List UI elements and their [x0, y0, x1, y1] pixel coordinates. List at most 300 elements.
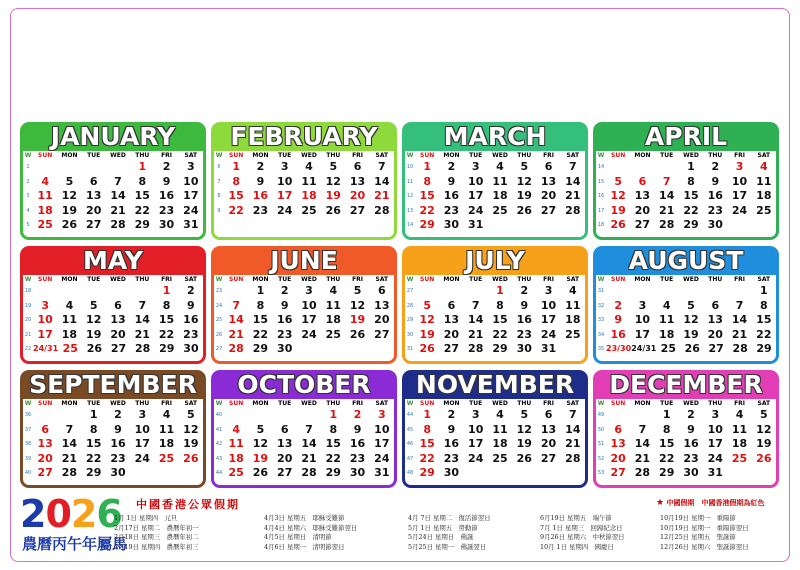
day-cell: 16 [349, 437, 366, 450]
day-cell: 16 [443, 437, 460, 450]
day-cell: 13 [540, 422, 557, 436]
day-cell: 9 [687, 422, 695, 436]
day-cell [464, 468, 488, 483]
day-cell: 29 [325, 466, 341, 479]
month-title: OCTOBER [237, 370, 371, 399]
week-row [23, 468, 203, 483]
day-cell: 4 [735, 408, 744, 421]
week-row [23, 410, 203, 425]
day-cell: 13 [707, 313, 723, 326]
holiday-entry: 10月19日 星期一 重陽節 [660, 514, 736, 522]
day-cell [536, 468, 560, 483]
weekday-label: WED [110, 276, 126, 283]
weekday-label: SAT [375, 276, 389, 283]
day-cell: 22 [756, 327, 772, 341]
month-march [402, 122, 588, 240]
month-body [405, 275, 585, 361]
week-number: 7 [217, 178, 221, 185]
day-cell: 24 [540, 327, 557, 341]
weekday-label: MON [443, 152, 460, 159]
day-cell: 17 [183, 189, 199, 202]
day-cell: 30 [349, 466, 366, 479]
week-number: 51 [597, 441, 605, 447]
weekday-label: FRI [161, 152, 173, 159]
holiday-entry: 12月26日 星期六 聖誕節翌日 [660, 542, 749, 551]
week-number: 27 [215, 346, 223, 352]
day-cell: 29 [252, 342, 269, 355]
day-cell: 24 [183, 203, 199, 217]
weekday-label: THU [708, 400, 723, 407]
day-cell: 15 [419, 189, 435, 202]
day-cell: 12 [610, 189, 626, 202]
day-cell: 28 [301, 466, 317, 479]
day-cell: 8 [423, 174, 431, 188]
day-cell: 26 [684, 342, 700, 355]
day-cell: 15 [252, 313, 269, 326]
day-cell: 11 [228, 437, 244, 450]
weekday-label: WED [301, 276, 317, 283]
week-number: 44 [406, 412, 414, 418]
day-rows [405, 286, 585, 361]
day-cell: 5 [423, 298, 431, 312]
day-cell: 4 [760, 160, 768, 173]
day-cell: 1 [162, 284, 171, 297]
day-cell: 5 [89, 298, 98, 312]
day-rows [405, 162, 585, 237]
day-cell: 28 [565, 203, 581, 217]
year-digit: 2 [70, 492, 97, 536]
day-cell: 22 [683, 203, 699, 217]
weekday-label: SUN [38, 276, 53, 283]
day-cell: 1 [256, 284, 265, 297]
weekday-label: SUN [229, 400, 244, 407]
week-number: 25 [215, 317, 223, 323]
day-cell: 21 [565, 437, 581, 450]
day-cell: 21 [134, 327, 150, 341]
year-digit: 6 [96, 492, 122, 536]
week-number: 32 [597, 302, 605, 309]
week-number: 45 [406, 426, 414, 433]
day-cell: 2 [280, 284, 289, 297]
day-cell: 7 [569, 160, 577, 173]
week-number: 31 [406, 346, 414, 352]
day-cell: 18 [228, 451, 244, 465]
day-cell: 11 [659, 313, 675, 326]
day-cell: 9 [614, 313, 622, 326]
day-cell: 13 [349, 174, 366, 188]
day-cell: 30 [158, 218, 175, 231]
week-number: 21 [24, 331, 32, 338]
day-cell: 1 [423, 408, 431, 421]
weekday-label: THU [326, 400, 341, 407]
day-cell: 2 [711, 160, 720, 173]
day-cell: 12 [516, 174, 532, 188]
day-cell: 10 [540, 298, 557, 312]
weekday-label: WED [492, 152, 508, 159]
day-cell: 23 [277, 327, 293, 341]
day-cell: 15 [419, 437, 435, 450]
day-rows [596, 162, 776, 237]
day-cell: 4 [329, 284, 338, 297]
day-cell: 8 [687, 174, 695, 188]
week-number: 12 [406, 193, 414, 199]
day-cell: 28 [468, 342, 484, 355]
week-number: 36 [24, 412, 32, 418]
day-cell: 18 [325, 313, 341, 326]
day-cell: 27 [634, 218, 651, 231]
day-cell: 20 [349, 189, 366, 202]
month-title: DECEMBER [609, 370, 763, 399]
day-cell: 12 [349, 298, 366, 312]
day-cell: 20 [610, 451, 626, 465]
day-cell: 20 [634, 203, 651, 217]
month-september [20, 370, 206, 488]
weekday-label: SUN [420, 152, 435, 159]
day-cell: 4 [305, 160, 313, 173]
day-cell: 8 [256, 298, 265, 312]
day-cell: 26 [516, 451, 532, 465]
day-cell: 21 [301, 451, 317, 465]
day-cell: 19 [610, 203, 626, 217]
day-cell: 28 [732, 342, 748, 355]
day-cell: 16 [683, 437, 699, 450]
day-rows [23, 162, 203, 237]
day-cell: 12 [325, 174, 341, 188]
day-cell: 4 [232, 422, 240, 436]
day-cell: 25 [62, 342, 78, 355]
day-cell: 11 [158, 422, 175, 436]
day-cell: 22 [659, 451, 675, 465]
week-number: 40 [24, 470, 32, 476]
weekday-label: MON [443, 400, 460, 407]
weekday-label: FRI [161, 276, 173, 283]
day-cell: 1 [89, 408, 98, 421]
weekday-label: TUE [660, 152, 674, 159]
day-cell: 9 [353, 422, 362, 436]
day-cell: 6 [280, 422, 289, 436]
day-cell [370, 344, 394, 359]
week-number: 52 [597, 455, 605, 462]
day-cell: 11 [37, 189, 53, 202]
month-title: FEBRUARY [230, 122, 378, 151]
day-cell: 22 [252, 327, 269, 341]
day-cell: 25 [325, 327, 341, 341]
week-number: 53 [597, 470, 605, 476]
day-cell: 7 [138, 298, 147, 312]
day-cell: 7 [735, 298, 744, 312]
week-number: 33 [597, 317, 605, 323]
weekday-label: TUE [278, 276, 292, 283]
week-number: 26 [215, 331, 223, 338]
week-number: 23 [215, 288, 223, 294]
day-cell: 28 [374, 203, 390, 217]
week-row [23, 220, 203, 235]
week-number: 29 [406, 317, 414, 323]
weekday-label: SAT [757, 276, 771, 283]
day-cell: 23 [443, 203, 460, 217]
day-cell: 14 [110, 189, 126, 202]
day-cell: 21 [731, 327, 748, 341]
day-cell: 24 [468, 203, 484, 217]
weekday-label: MON [634, 276, 651, 283]
day-cell: 26 [61, 218, 78, 231]
day-cell: 19 [683, 327, 699, 341]
day-rows [23, 286, 203, 361]
weekday-label: W [597, 276, 605, 283]
holiday-column [408, 514, 491, 552]
day-cell: 3 [187, 160, 195, 173]
weekday-label: W [406, 152, 414, 159]
day-cell: 25 [37, 218, 53, 231]
day-cell: 2 [447, 408, 456, 421]
day-cell: 8 [760, 298, 768, 312]
day-cell: 26 [325, 203, 341, 217]
day-cell: 27 [374, 327, 390, 341]
month-title: MAY [83, 246, 143, 275]
day-cell: 18 [61, 327, 78, 341]
day-cell: 11 [492, 174, 508, 188]
weekday-header [405, 400, 585, 409]
week-number: 6 [217, 164, 221, 170]
day-cell [488, 220, 512, 235]
month-may [20, 246, 206, 364]
day-cell: 30 [443, 466, 460, 479]
day-cell: 19 [516, 437, 532, 450]
day-cell: 8 [329, 422, 338, 436]
day-cell: 22 [134, 203, 150, 217]
week-number: 8 [217, 193, 221, 199]
weekday-label: THU [326, 152, 341, 159]
day-cell: 7 [65, 422, 74, 436]
weekday-label: TUE [660, 276, 674, 283]
week-number: 5 [26, 222, 30, 228]
weekday-label: THU [517, 152, 532, 159]
day-cell: 14 [301, 437, 317, 450]
month-july [402, 246, 588, 364]
day-cell: 20 [540, 189, 557, 202]
day-cell: 15 [756, 313, 772, 326]
weekday-label: W [406, 400, 414, 407]
weekday-header [405, 276, 585, 285]
month-body [214, 151, 394, 237]
day-cell: 17 [731, 189, 748, 202]
weekday-label: TUE [469, 400, 483, 407]
day-cell: 10 [374, 422, 390, 436]
week-number: 48 [406, 470, 414, 476]
day-cell: 26 [349, 327, 366, 341]
weekday-label: FRI [352, 152, 364, 159]
month-title: JANUARY [50, 122, 176, 151]
day-cell: 11 [325, 298, 341, 312]
day-cell: 27 [540, 451, 557, 465]
holiday-entry: 12月25日 星期五 聖誕節 [660, 533, 736, 542]
day-cell: 14 [61, 437, 78, 450]
holiday-entry: 4月6日 星期一 清明節翌日 [264, 542, 345, 551]
day-cell: 3 [735, 160, 744, 173]
day-cell: 25 [660, 342, 676, 355]
day-cell: 8 [138, 174, 147, 188]
week-number: 11 [406, 178, 414, 185]
holiday-entry: 4月4日 星期六 耶穌受難節翌日 [264, 523, 358, 532]
month-title: AUGUST [628, 246, 744, 275]
week-number: 18 [24, 288, 32, 294]
weekday-label: SUN [611, 400, 626, 407]
month-title: JUNE [270, 246, 338, 275]
week-number: 31 [597, 288, 605, 294]
week-number: 18 [597, 222, 605, 228]
weekday-label: TUE [87, 276, 101, 283]
month-february [211, 122, 397, 240]
day-cell: 24/31 [33, 344, 59, 353]
week-number: 49 [597, 412, 605, 418]
holiday-entry: 2月18日 星期三 農曆年初二 [114, 533, 199, 542]
day-cell: 14 [659, 189, 675, 202]
day-cell: 14 [731, 313, 748, 326]
day-cell [561, 220, 585, 235]
week-number: 9 [217, 207, 221, 214]
day-cell: 3 [138, 408, 147, 421]
day-cell: 28 [61, 466, 78, 479]
weekday-label: SAT [375, 400, 389, 407]
day-cell: 13 [277, 437, 293, 450]
day-cell: 19 [61, 203, 78, 217]
day-cell: 24 [731, 203, 748, 217]
day-cell: 30 [443, 218, 460, 231]
day-cell [130, 468, 154, 483]
week-number: 41 [215, 426, 223, 433]
day-cell: 27 [110, 342, 127, 355]
day-cell [727, 468, 751, 483]
day-cell: 12 [86, 313, 102, 326]
holiday-entry: 4月5日 星期日 清明節 [264, 533, 332, 542]
holiday-entry: 5月24日 星期日 佛誕 [408, 533, 474, 542]
weekday-label: TUE [87, 400, 101, 407]
month-january [20, 122, 206, 240]
day-cell: 23 [683, 451, 699, 465]
day-cell: 10 [183, 174, 199, 188]
day-cell [154, 468, 178, 483]
day-cell: 25 [228, 466, 244, 479]
day-rows [214, 410, 394, 485]
day-cell: 10 [468, 174, 484, 188]
week-row [23, 286, 203, 301]
day-cell: 1 [687, 160, 695, 173]
day-cell: 29 [159, 342, 175, 355]
day-cell: 10 [731, 174, 748, 188]
day-cell: 19 [349, 313, 366, 326]
day-rows [214, 162, 394, 237]
weekday-label: SAT [757, 152, 771, 159]
day-cell: 22 [419, 203, 435, 217]
day-cell: 18 [659, 327, 675, 341]
day-cell: 19 [419, 327, 435, 341]
weekday-label: TUE [278, 152, 292, 159]
week-row [214, 344, 394, 359]
holiday-entry: 6月19日 星期五 端午節 [540, 514, 612, 522]
weekday-label: SAT [184, 276, 198, 283]
day-cell: 26 [516, 203, 532, 217]
day-cell: 22 [325, 451, 341, 465]
day-cell: 21 [110, 203, 126, 217]
day-cell: 10 [277, 174, 293, 188]
day-cell: 1 [232, 160, 240, 173]
year-title [20, 492, 122, 536]
day-cell: 30 [110, 466, 126, 479]
day-cell: 7 [305, 422, 313, 436]
week-row [214, 203, 394, 221]
week-number: 4 [26, 207, 30, 214]
weekday-label: W [24, 276, 32, 283]
weekday-label: WED [110, 400, 126, 407]
weekday-label: FRI [352, 400, 364, 407]
day-cell: 14 [565, 422, 581, 436]
weekday-label: SUN [420, 400, 435, 407]
day-cell: 8 [232, 174, 240, 188]
weekday-label: WED [301, 152, 317, 159]
month-june [211, 246, 397, 364]
weekday-label: SAT [566, 152, 580, 159]
day-cell: 15 [158, 313, 175, 326]
day-cell: 3 [41, 298, 49, 312]
day-cell: 9 [162, 174, 171, 188]
day-cell: 22 [419, 451, 435, 465]
day-cell: 24/31 [631, 344, 657, 353]
weekday-label: SUN [229, 152, 244, 159]
day-cell: 6 [89, 174, 98, 188]
day-cell: 23 [183, 327, 199, 341]
day-cell: 23 [349, 451, 366, 465]
day-cell: 2 [187, 284, 195, 297]
month-body [23, 151, 203, 237]
weekday-label: FRI [543, 276, 555, 283]
day-cell [321, 344, 345, 359]
day-cell: 2 [520, 284, 529, 297]
day-cell: 6 [544, 160, 553, 173]
day-cell: 19 [252, 451, 269, 465]
weekday-label: SAT [566, 276, 580, 283]
month-august [593, 246, 779, 364]
day-cell: 23 [110, 451, 126, 465]
day-cell: 6 [378, 284, 386, 297]
weekday-label: TUE [87, 152, 101, 159]
weekday-label: MON [61, 276, 78, 283]
weekday-label: W [597, 400, 605, 407]
day-cell: 29 [86, 466, 102, 479]
day-cell: 1 [662, 408, 671, 421]
weekday-label: MON [61, 152, 78, 159]
day-cell: 2 [353, 408, 362, 421]
weekday-label: FRI [734, 276, 746, 283]
day-cell: 5 [329, 160, 338, 173]
weekday-label: FRI [543, 152, 555, 159]
day-cell: 22 [86, 451, 102, 465]
week-row [214, 468, 394, 483]
day-cell: 26 [86, 342, 103, 355]
week-number: 17 [597, 207, 605, 214]
weekday-label: MON [252, 276, 269, 283]
day-cell: 18 [565, 313, 581, 326]
day-cell: 2 [162, 160, 171, 173]
weekday-header [23, 400, 203, 409]
day-cell: 17 [540, 313, 557, 326]
day-cell: 26 [252, 466, 269, 479]
day-cell: 9 [280, 298, 289, 312]
day-cell: 31 [540, 342, 557, 355]
day-cell: 4 [662, 298, 671, 312]
day-cell: 17 [134, 437, 150, 450]
day-cell: 15 [659, 437, 675, 450]
week-row [405, 468, 585, 483]
